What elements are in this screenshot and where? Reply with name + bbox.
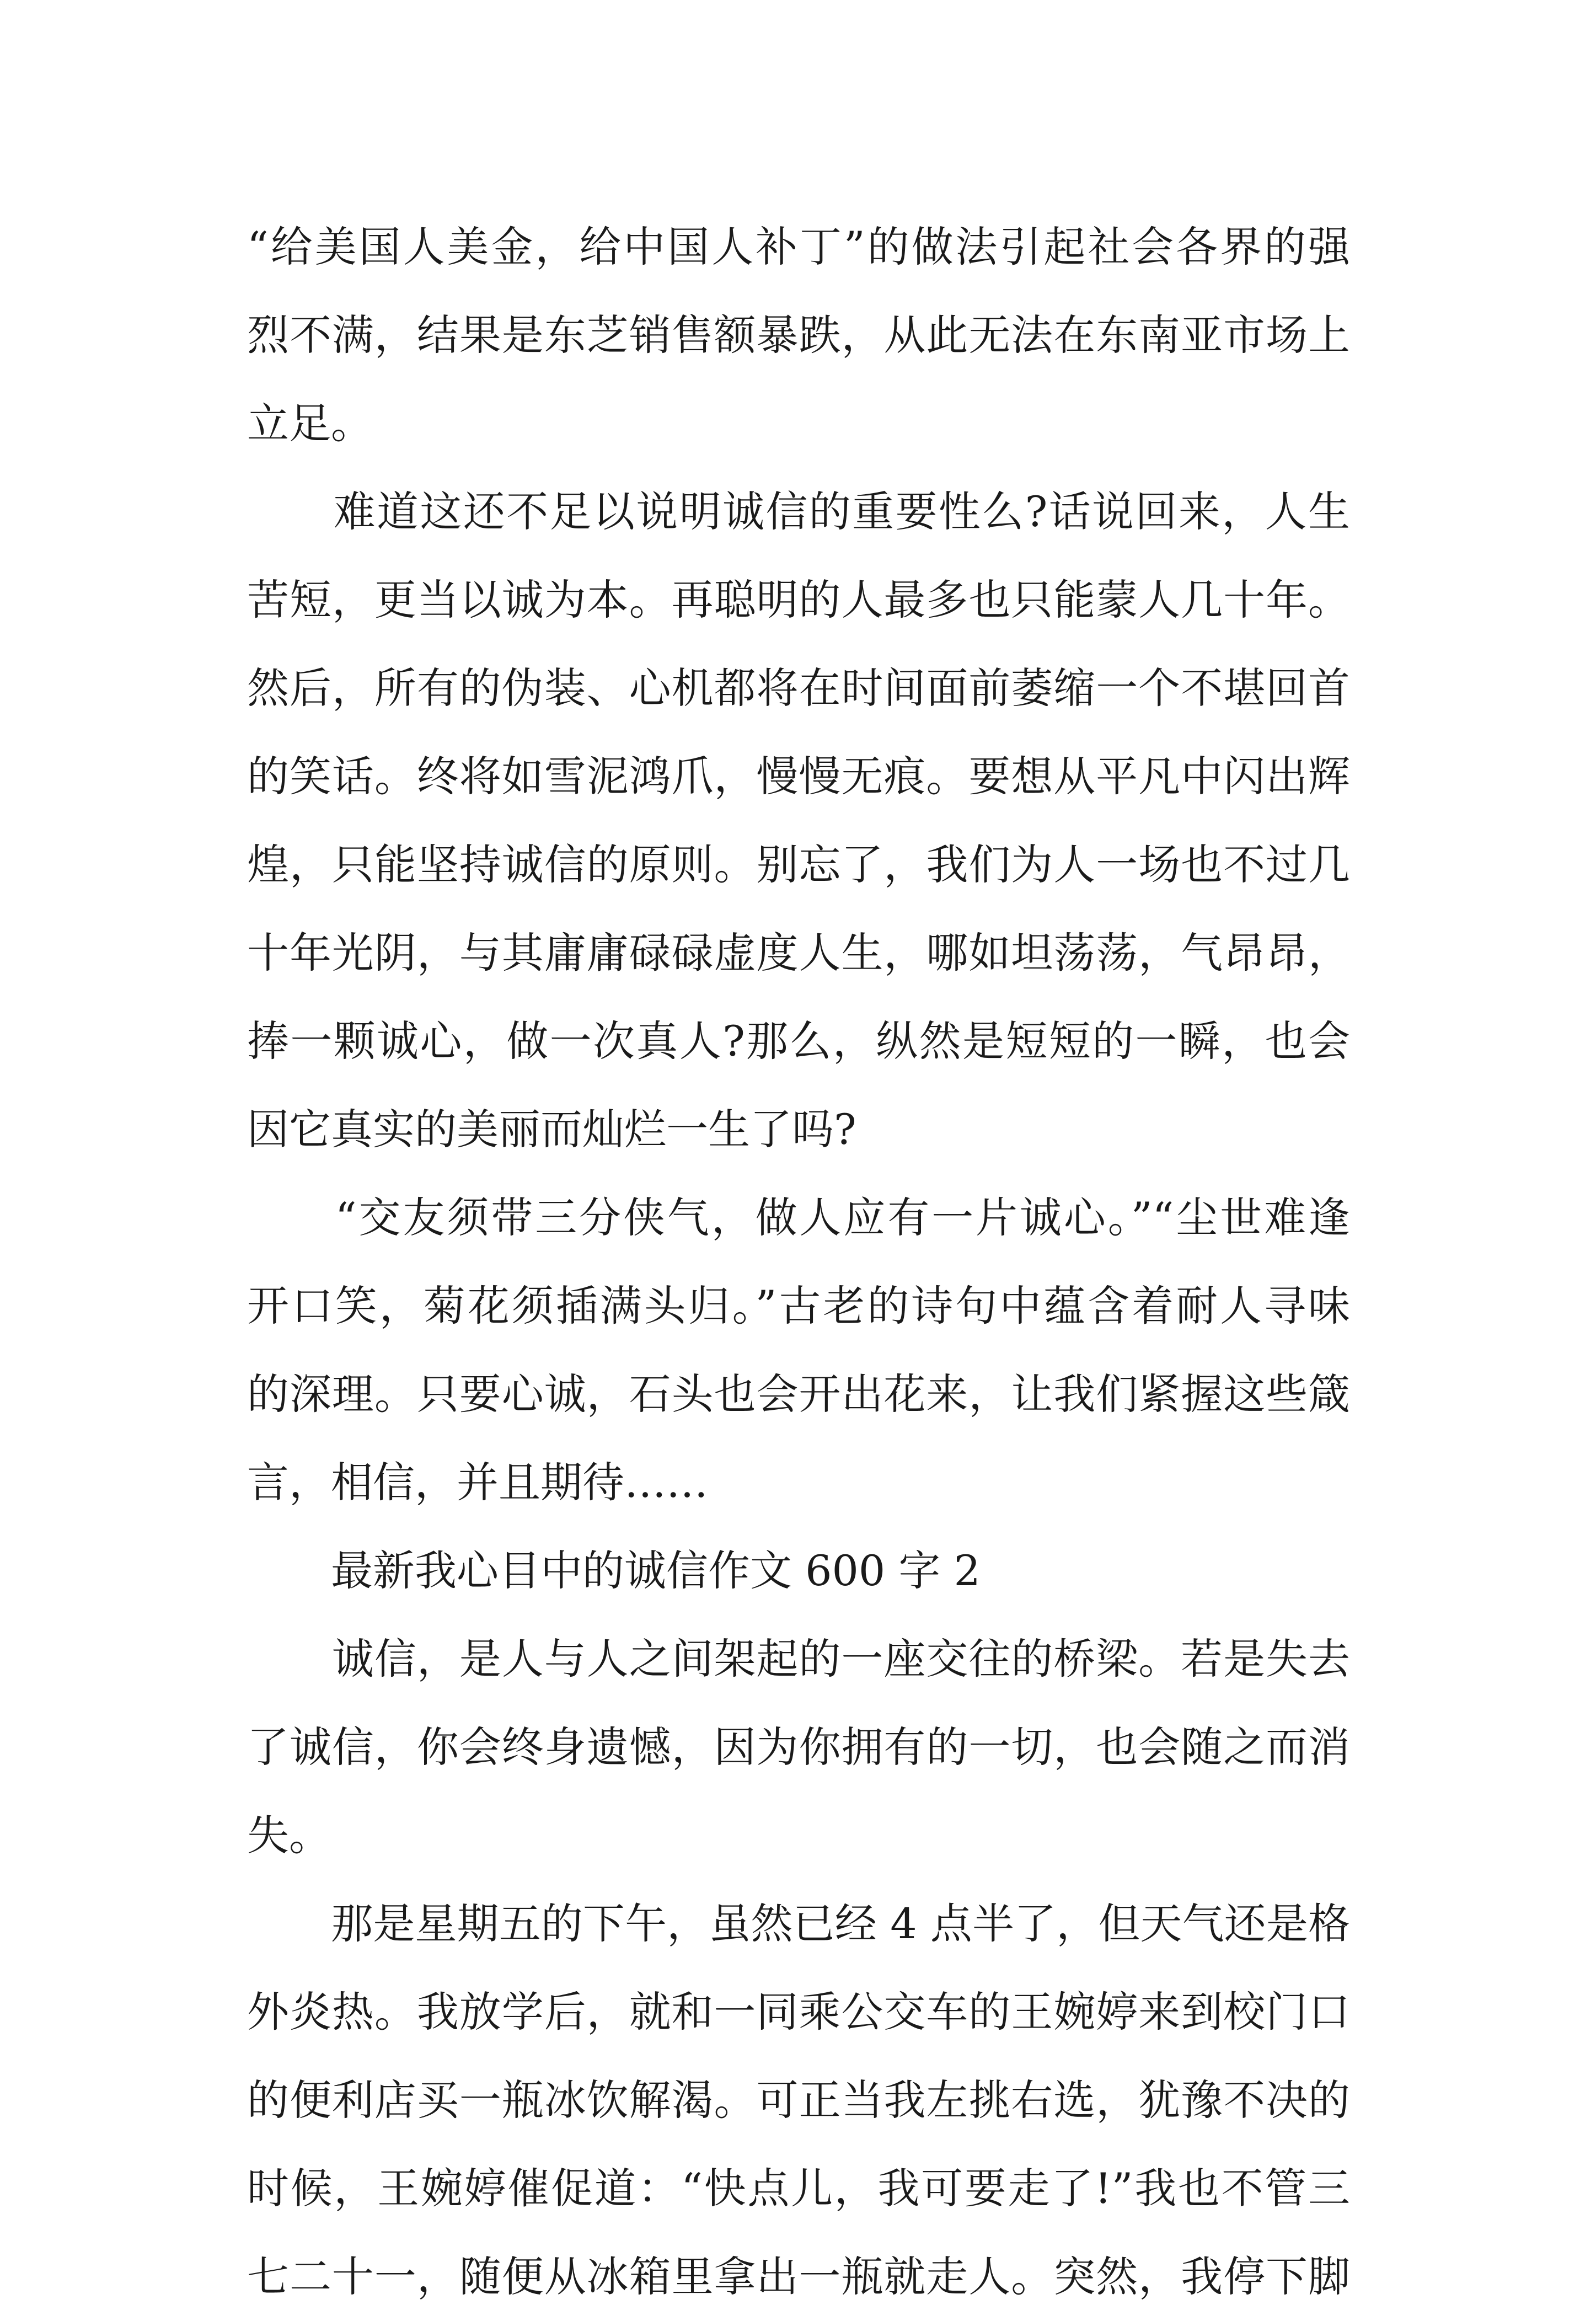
text-line: 捧一颗诚心，做一次真人?那么，纵然是短短的一瞬，也会: [247, 1017, 1350, 1066]
paragraph-5: [247, 1880, 1350, 2321]
text-line: 那是星期五的下午，虽然已经 4 点半了，但天气还是格: [247, 1899, 1350, 1948]
text-line: 七二十一，随便从冰箱里拿出一瓶就走人。突然，我停下脚: [247, 2252, 1350, 2301]
text-line: 十年光阴，与其庸庸碌碌虚度人生，哪如坦荡荡，气昂昂，: [247, 928, 1350, 977]
text-line: 难道这还不足以说明诚信的重要性么?话说回来，人生: [247, 487, 1350, 536]
text-line: “给美国人美金，给中国人补丁”的做法引起社会各界的强: [247, 222, 1350, 271]
text-line: 苦短，更当以诚为本。再聪明的人最多也只能蒙人几十年。: [247, 575, 1350, 624]
text-line: 了诚信，你会终身遗憾，因为你拥有的一切，也会随之而消: [247, 1723, 1350, 1772]
paragraph-4: [247, 1615, 1350, 1880]
text-line: 诚信，是人与人之间架起的一座交往的桥梁。若是失去: [247, 1634, 1350, 1683]
text-line: 的便利店买一瓶冰饮解渴。可正当我左挑右选，犹豫不决的: [247, 2076, 1350, 2125]
paragraph-2: [247, 468, 1350, 1174]
text-line: 的深理。只要心诚，石头也会开出花来，让我们紧握这些箴: [247, 1370, 1350, 1419]
text-line: 言，相信，并且期待……: [247, 1458, 708, 1507]
text-line: “交友须带三分侠气，做人应有一片诚心。”“尘世难逢: [247, 1193, 1350, 1242]
text-line: 煌，只能坚持诚信的原则。别忘了，我们为人一场也不过几: [247, 840, 1350, 889]
text-line: 外炎热。我放学后，就和一同乘公交车的王婉婷来到校门口: [247, 1987, 1350, 2036]
text-line: 的笑话。终将如雪泥鸿爪，慢慢无痕。要想从平凡中闪出辉: [247, 752, 1350, 801]
text-line: 失。: [247, 1811, 331, 1860]
text-line: 开口笑，菊花须插满头归。”古老的诗句中蕴含着耐人寻味: [247, 1281, 1350, 1330]
section-heading: 最新我心目中的诚信作文 600 字 2: [331, 1546, 981, 1595]
text-line: 因它真实的美丽而灿烂一生了吗?: [247, 1105, 856, 1154]
text-line: 立足。: [247, 399, 373, 448]
text-line: 然后，所有的伪装、心机都将在时间面前萎缩一个不堪回首: [247, 664, 1350, 713]
paragraph-1: [247, 203, 1350, 468]
paragraph-3: [247, 1174, 1350, 1527]
document-body: [247, 203, 1350, 2321]
text-line: 时候，王婉婷催促道：“快点儿，我可要走了!”我也不管三: [247, 2164, 1350, 2213]
text-line: 烈不满，结果是东芝销售额暴跌，从此无法在东南亚市场上: [247, 311, 1350, 360]
